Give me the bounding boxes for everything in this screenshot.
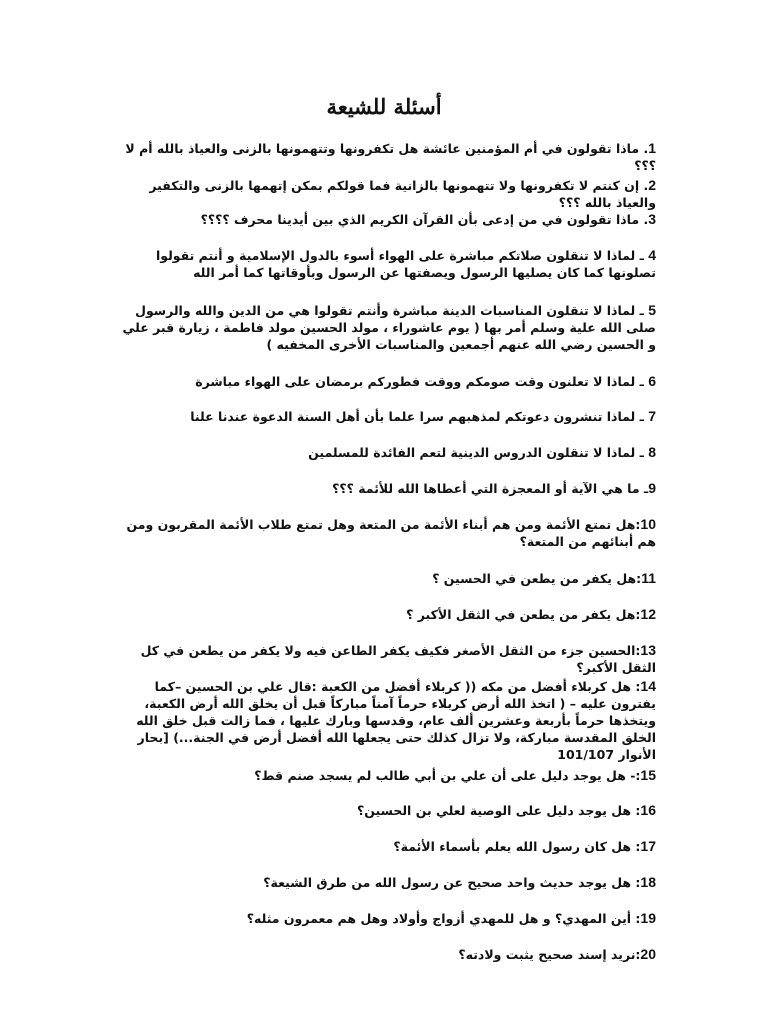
question-number: 10 (640, 516, 656, 532)
question-text: ـ ما هي الآية أو المعجزة التي أعطاها الله للأئمة ؟؟؟ (332, 481, 649, 496)
question-item (116, 946, 656, 963)
question-text: :- هل يوجد دليل على أن علي بن أبي طالب لم يسجد صنم قط؟ (254, 768, 641, 783)
question-text: : أين المهدي؟ و هل للمهدي أزواج وأولاد وهل هم معمرون مثله؟ (246, 911, 641, 926)
question-number: 15 (640, 767, 656, 783)
question-text: : هل يوجد حديث واحد صحيح عن رسول الله من طرق الشيعة؟ (263, 875, 641, 890)
question-item (116, 177, 656, 211)
question-item (116, 838, 656, 855)
question-text: ـ لماذا لا تنقلون الدروس الدينية لتعم الفائدة للمسلمين (308, 445, 649, 460)
question-item (116, 606, 656, 623)
question-number: 8 (648, 444, 656, 460)
question-item (116, 642, 656, 676)
question-item (116, 480, 656, 497)
question-text: . إن كنتم لا تكفرونها ولا تتهمونها بالزانية فما قولكم بمكن إتهمها بالزنى والتكفير والعياذ بالله ؟؟؟ (149, 178, 656, 210)
question-text: :هل تمتع الأئمة ومن هم أبناء الأئمة من المتعة وهل تمتع طلاب الأئمة المقربون ومن هم أبنائهم من المتعة؟ (126, 517, 656, 549)
question-text: ـ لماذا لا تعلنون وقت صومكم ووقت فطوركم برمضان على الهواء مباشرة (195, 374, 649, 389)
question-text: : هل يوجد دليل على الوصية لعلي بن الحسين؟ (357, 803, 641, 818)
question-item (116, 247, 656, 281)
question-text: : هل كان رسول الله يعلم بأسماء الأئمة؟ (393, 839, 641, 854)
question-text: :هل يكفر من يطعن في الحسين ؟ (432, 571, 642, 586)
question-number: 5 (648, 302, 656, 318)
question-item (116, 678, 656, 763)
question-number: 6 (648, 373, 656, 389)
question-number: 9 (648, 480, 656, 496)
question-item (116, 444, 656, 461)
question-item (116, 408, 656, 425)
question-number: 12 (640, 606, 656, 622)
question-text: ـ لماذا تنشرون دعوتكم لمذهبهم سرا علما بأن أهل السنة الدعوة عندنا علنا (190, 409, 649, 424)
question-text: : هل كربلاء أفضل من مكه (( كربلاء أفضل من الكعبة :قال علي بن الحسين –كما يفترون عليه – ( اتخذ الله أرض كربلاء حرماً آمناً مباركاً قبل أن يخلق الله أرض الكعبة، ويتخذها حرماً بأربعة وعشرين ألف عام، وقدسها وبارك عليها ، فما زالت قبل خلق الله الخلق المقدسة مباركة، ولا تزال كذلك حتى يجعلها الله أفضل أرض في الجنة...) [بحار الأنوار 101/107 (136, 679, 656, 762)
question-number: 20 (640, 946, 656, 962)
question-number: 7 (648, 408, 656, 424)
question-text: ـ لماذا لا تنقلون المناسبات الدينة مباشرة وأنتم تقولوا هي من الدين والله والرسول صلى الله علية وسلم أمر بها ( يوم عاشوراء ، مولد الحسين مولد فاطمة ، زيارة قبر علي و الحسين رضي الله عنهم أجمعين والمناسبات الأخرى المخفيه ) (122, 303, 656, 352)
question-item (116, 373, 656, 390)
question-item (116, 802, 656, 819)
question-number: 17 (640, 838, 656, 854)
question-text: :هل يكفر من يطعن في الثقل الأكبر ؟ (406, 607, 641, 622)
page-title: أسئلة للشيعة (326, 94, 442, 119)
question-item (116, 302, 656, 353)
question-text: :نريد إسند صحيح يثبت ولادته؟ (458, 947, 641, 962)
question-text: ـ لماذا لا تنقلون صلاتكم مباشرة على الهواء أسوء بالدول الإسلامية و أنتم تقولوا تصلونها كما كان يصليها الرسول ويصفتها عن الرسول وبأوقاتها كما أمر الله (155, 248, 656, 280)
question-number: 16 (640, 802, 656, 818)
question-item (116, 874, 656, 891)
question-text: . ماذا تقولون في من إدعى بأن القرآن الكريم الذي بين أيدينا محرف ؟؟؟؟ (200, 212, 649, 227)
question-text: . ماذا تقولون في أم المؤمنين عائشة هل تكفرونها وتتهمونها بالزنى والعياذ بالله أم لا ؟؟؟ (125, 141, 656, 173)
question-item (116, 570, 656, 587)
question-item (116, 767, 656, 784)
question-number: 14 (640, 678, 656, 694)
question-number: 19 (640, 910, 656, 926)
question-item (116, 211, 656, 228)
question-number: 2 (648, 177, 656, 193)
question-number: 11 (641, 570, 656, 586)
question-number: 4 (648, 247, 656, 263)
question-item (116, 910, 656, 927)
question-text: :الحسين جزء من الثقل الأصغر فكيف يكفر الطاعن فيه ولا يكفر من يطعن في كل الثقل الأكبر؟ (140, 643, 656, 675)
question-item (116, 140, 656, 174)
question-number: 13 (640, 642, 656, 658)
question-number: 1 (648, 140, 656, 156)
question-number: 18 (640, 874, 656, 890)
question-number: 3 (648, 211, 656, 227)
question-item (116, 516, 656, 550)
